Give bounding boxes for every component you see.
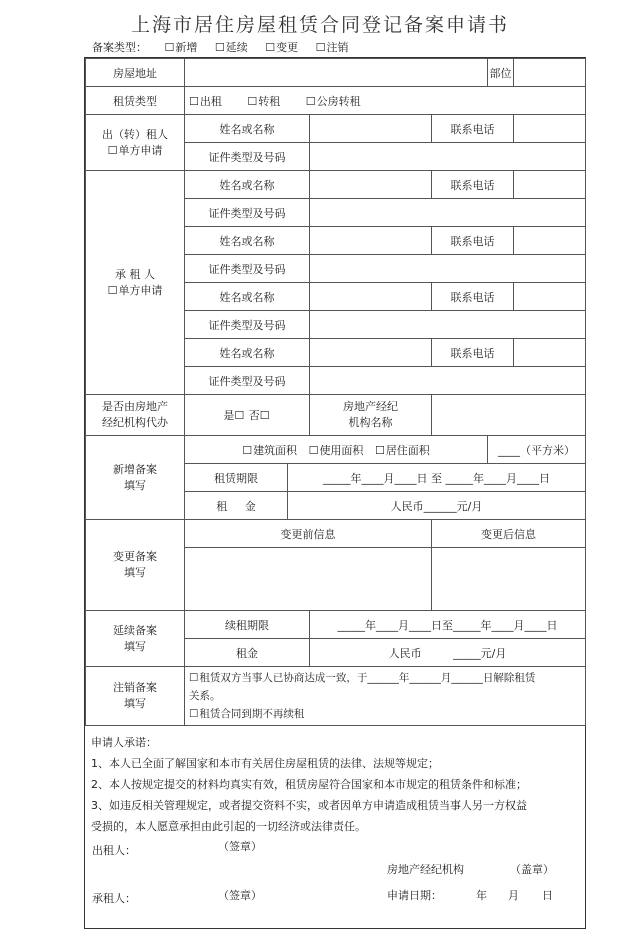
lessee-phone-field[interactable] — [514, 171, 586, 199]
change-filing-label-line2: 填写 — [124, 566, 146, 579]
lessor-phone-label: 联系电话 — [432, 115, 514, 143]
rent-type-lease-checkbox[interactable]: ☐ 出租 — [189, 95, 222, 108]
agency-name-field[interactable] — [432, 395, 586, 436]
cancel-expired-checkbox[interactable]: ☐ 租赁合同到期不再续租 — [189, 708, 304, 720]
agency-yes-no — [185, 395, 310, 436]
lessee-unilateral-checkbox[interactable]: ☐ 单方申请 — [108, 284, 163, 297]
lessee-phone-field[interactable] — [514, 283, 586, 311]
new-filing-label-line2: 填写 — [124, 478, 146, 492]
rent-type-sublease-checkbox[interactable]: ☐ 转租 — [247, 95, 280, 108]
area-type-options — [185, 436, 488, 464]
cancel-agreed-cont: 关系。 — [189, 690, 221, 702]
application-form — [84, 57, 586, 929]
new-rent-label: 租 金 — [185, 492, 288, 520]
lessee-id-label: 证件类型及号码 — [185, 255, 310, 283]
cancel-filing-options — [185, 667, 586, 726]
lessor-name-label: 姓名或名称 — [185, 115, 310, 143]
form-title: 上海市居住房屋租赁合同登记备案申请书 — [130, 14, 509, 36]
lessee-name-label: 姓名或名称 — [185, 227, 310, 255]
pledge-item-1: 1、本人已全面了解国家和本市有关居住房屋租赁的法律、法规等规定； — [91, 757, 439, 770]
renew-period-field[interactable]: _____年____月____日至_____年____月____日 — [310, 611, 586, 639]
lessor-signature-label: 出租人： — [92, 844, 136, 857]
pledge-section — [85, 726, 585, 837]
filing-type-cancel-checkbox[interactable]: ☐ 注销 — [316, 41, 349, 54]
lessee-signature-label: 承租人： — [92, 892, 136, 905]
agency-name-label — [310, 395, 432, 436]
agency-question-line1: 是否由房地产 — [102, 400, 168, 413]
area-building-checkbox[interactable]: ☐ 建筑面积 — [242, 444, 297, 457]
new-filing-label-line1: 新增备案 — [113, 462, 157, 476]
lessor-name-field[interactable] — [310, 115, 432, 143]
agency-seal-label: 房地产经纪机构 — [387, 863, 464, 876]
new-period-label: 租赁期限 — [185, 464, 288, 492]
agency-name-line2: 机构名称 — [348, 416, 393, 429]
area-usable-checkbox[interactable]: ☐ 使用面积 — [309, 444, 364, 457]
lessee-name-field[interactable] — [310, 283, 432, 311]
date-month[interactable]: 月 — [508, 889, 519, 902]
lessee-phone-label: 联系电话 — [432, 283, 514, 311]
lessor-id-label: 证件类型及号码 — [185, 143, 310, 171]
unit-label: 部位 — [488, 59, 514, 87]
change-before-label: 变更前信息 — [185, 520, 432, 548]
rent-type-options — [185, 87, 586, 115]
lessee-phone-label: 联系电话 — [432, 171, 514, 199]
lessor-label-text: 出（转）租人 — [102, 127, 168, 141]
agency-no-text: 否 — [248, 409, 260, 422]
lessee-id-field[interactable] — [310, 199, 586, 227]
agency-seal[interactable]: （盖章） — [510, 863, 554, 876]
cancel-filing-label-line1: 注销备案 — [113, 681, 157, 694]
renew-period-label: 续租期限 — [185, 611, 310, 639]
lessee-phone-field[interactable] — [514, 227, 586, 255]
agency-question-line2: 经纪机构代办 — [102, 416, 168, 429]
address-label: 房屋地址 — [86, 59, 185, 87]
pledge-item-3-cont: 受损的，本人愿意承担由此引起的一切经济或法律责任。 — [91, 820, 366, 833]
filing-type-change-checkbox[interactable]: ☐ 变更 — [265, 41, 298, 54]
renew-filing-label-line2: 填写 — [124, 639, 146, 653]
change-filing-label — [86, 520, 185, 611]
lessee-name-label: 姓名或名称 — [185, 171, 310, 199]
area-unit-field[interactable]: ____（平方米） — [488, 436, 586, 464]
lessor-id-field[interactable] — [310, 143, 586, 171]
new-period-field[interactable]: _____年____月____日 至 _____年____月____日 — [288, 464, 586, 492]
new-rent-field[interactable]: 人民币______元/月 — [288, 492, 586, 520]
lessee-name-field[interactable] — [310, 171, 432, 199]
renew-filing-label — [86, 611, 185, 667]
date-day[interactable]: 日 — [542, 889, 553, 902]
filing-type-renew-checkbox[interactable]: ☐ 延续 — [215, 41, 248, 54]
filing-type-label: 备案类型： — [92, 41, 147, 54]
new-filing-label — [86, 436, 185, 520]
filing-type-row — [92, 39, 363, 55]
lessor-label — [86, 115, 185, 171]
lessee-id-field[interactable] — [310, 367, 586, 395]
lessee-label-text: 承 租 人 — [115, 267, 155, 281]
lessee-id-label: 证件类型及号码 — [185, 199, 310, 227]
application-date-label: 申请日期： — [387, 889, 442, 902]
lessor-seal[interactable]: （签章） — [218, 840, 262, 853]
filing-type-new-checkbox[interactable]: ☐ 新增 — [165, 41, 198, 54]
rent-type-public-sublease-checkbox[interactable]: ☐ 公房转租 — [306, 95, 361, 108]
change-after-label: 变更后信息 — [432, 520, 586, 548]
lessor-phone-field[interactable] — [514, 115, 586, 143]
lessee-name-label: 姓名或名称 — [185, 339, 310, 367]
area-living-checkbox[interactable]: ☐ 居住面积 — [375, 444, 430, 457]
change-after-field[interactable] — [432, 548, 586, 611]
pledge-item-2: 2、本人按规定提交的材料均真实有效，租赁房屋符合国家和本市规定的租赁条件和标准； — [91, 778, 527, 791]
form-table — [85, 58, 586, 726]
unit-field[interactable] — [514, 59, 586, 87]
lessee-id-label: 证件类型及号码 — [185, 367, 310, 395]
lessee-phone-label: 联系电话 — [432, 339, 514, 367]
renew-rent-field[interactable]: 人民币 _____元/月 — [310, 639, 586, 667]
lessee-name-label: 姓名或名称 — [185, 283, 310, 311]
agency-no-checkbox[interactable] — [260, 409, 271, 422]
agency-yes-checkbox[interactable] — [234, 409, 245, 422]
lessee-name-field[interactable] — [310, 227, 432, 255]
lessee-seal[interactable]: （签章） — [218, 889, 262, 902]
agency-name-line1: 房地产经纪 — [343, 400, 398, 413]
cancel-filing-label-line2: 填写 — [124, 697, 146, 710]
agency-question — [86, 395, 185, 436]
change-filing-label-line1: 变更备案 — [113, 550, 157, 563]
lessee-id-label: 证件类型及号码 — [185, 311, 310, 339]
lessee-name-field[interactable] — [310, 339, 432, 367]
lessor-unilateral-checkbox[interactable]: ☐ 单方申请 — [108, 144, 163, 157]
pledge-item-3: 3、如违反相关管理规定，或者提交资料不实，或者因单方申请造成租赁当事人另一方权益 — [91, 799, 527, 812]
address-field[interactable] — [185, 59, 488, 87]
agency-yes-text: 是 — [223, 409, 235, 422]
cancel-filing-label — [86, 667, 185, 726]
pledge-heading: 申请人承诺： — [91, 736, 157, 749]
rent-type-label: 租赁类型 — [86, 87, 185, 115]
lessee-label — [86, 171, 185, 395]
lessee-id-field[interactable] — [310, 311, 586, 339]
cancel-agreed-checkbox[interactable]: ☐ 租赁双方当事人已协商达成一致，于______年______月______日解除租赁 — [189, 672, 535, 684]
lessee-phone-field[interactable] — [514, 339, 586, 367]
date-year[interactable]: 年 — [476, 889, 487, 902]
renew-rent-label: 租金 — [185, 639, 310, 667]
renew-filing-label-line1: 延续备案 — [113, 623, 157, 637]
lessee-phone-label: 联系电话 — [432, 227, 514, 255]
change-before-field[interactable] — [185, 548, 432, 611]
lessee-id-field[interactable] — [310, 255, 586, 283]
